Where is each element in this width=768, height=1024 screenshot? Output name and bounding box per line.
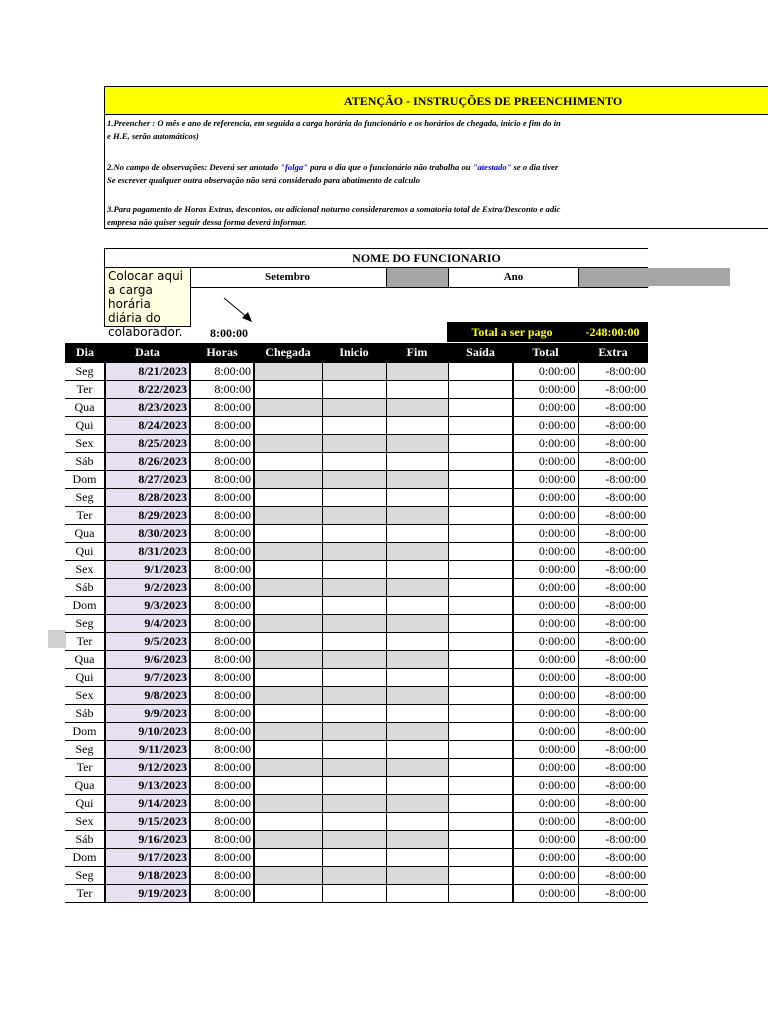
cell-extra: -8:00:00 xyxy=(578,705,648,723)
cell-extra: -8:00:00 xyxy=(578,381,648,399)
cell-total: 0:00:00 xyxy=(513,723,578,741)
cell-horas[interactable]: 8:00:00 xyxy=(190,471,254,489)
cell-extra: -8:00:00 xyxy=(578,435,648,453)
instruction-2-text-a: 2.No campo de observações: Deverá ser anotado xyxy=(107,162,281,172)
cell-horas[interactable]: 8:00:00 xyxy=(190,831,254,849)
cell-dia: Sáb xyxy=(65,453,105,471)
cell-dia: Sáb xyxy=(65,705,105,723)
cell-total: 0:00:00 xyxy=(513,849,578,867)
cell-total: 0:00:00 xyxy=(513,651,578,669)
cell-total: 0:00:00 xyxy=(513,435,578,453)
comment-tooltip: Colocar aqui a carga horária diária do colaborador. xyxy=(104,267,191,327)
cell-data[interactable]: 9/13/2023 xyxy=(105,777,190,795)
cell-total: 0:00:00 xyxy=(513,363,578,381)
cell-extra: -8:00:00 xyxy=(578,669,648,687)
cell-data[interactable]: 9/9/2023 xyxy=(105,705,190,723)
cell-data[interactable]: 8/25/2023 xyxy=(105,435,190,453)
cell-total: 0:00:00 xyxy=(513,669,578,687)
cell-data[interactable]: 9/14/2023 xyxy=(105,795,190,813)
cell-dia: Dom xyxy=(65,597,105,615)
cell-horas[interactable]: 8:00:00 xyxy=(190,597,254,615)
cell-data[interactable]: 8/22/2023 xyxy=(105,381,190,399)
cell-horas[interactable]: 8:00:00 xyxy=(190,579,254,597)
cell-data[interactable]: 9/8/2023 xyxy=(105,687,190,705)
cell-total: 0:00:00 xyxy=(513,831,578,849)
cell-data[interactable]: 9/19/2023 xyxy=(105,885,190,903)
cell-horas[interactable]: 8:00:00 xyxy=(190,561,254,579)
cell-total: 0:00:00 xyxy=(513,417,578,435)
atestado-keyword: "atestado" xyxy=(472,162,512,172)
cell-horas[interactable]: 8:00:00 xyxy=(190,381,254,399)
cell-horas[interactable]: 8:00:00 xyxy=(190,363,254,381)
cell-extra: -8:00:00 xyxy=(578,777,648,795)
cell-data[interactable]: 8/30/2023 xyxy=(105,525,190,543)
cell-extra: -8:00:00 xyxy=(578,741,648,759)
cell-dia: Ter xyxy=(65,381,105,399)
col-header-data: Data xyxy=(105,343,190,363)
cell-dia: Qua xyxy=(65,777,105,795)
cell-extra: -8:00:00 xyxy=(578,633,648,651)
cell-horas[interactable]: 8:00:00 xyxy=(190,795,254,813)
cell-extra: -8:00:00 xyxy=(578,525,648,543)
cell-horas[interactable]: 8:00:00 xyxy=(190,453,254,471)
cell-dia: Qui xyxy=(65,669,105,687)
cell-data[interactable]: 9/4/2023 xyxy=(105,615,190,633)
cell-data[interactable]: 9/18/2023 xyxy=(105,867,190,885)
cell-data[interactable]: 9/11/2023 xyxy=(105,741,190,759)
cell-extra: -8:00:00 xyxy=(578,363,648,381)
cell-extra: -8:00:00 xyxy=(578,885,648,903)
instructions-title: ATENÇÃO - INSTRUÇÕES DE PREENCHIMENTO xyxy=(105,87,768,115)
cell-total: 0:00:00 xyxy=(513,777,578,795)
cell-data[interactable]: 9/17/2023 xyxy=(105,849,190,867)
cell-horas[interactable]: 8:00:00 xyxy=(190,687,254,705)
cell-extra: -8:00:00 xyxy=(578,399,648,417)
cell-data[interactable]: 9/10/2023 xyxy=(105,723,190,741)
instruction-2-line-2: Se escrever qualquer outra observação não será considerado para abatimento de calculo xyxy=(107,174,420,185)
cell-total: 0:00:00 xyxy=(513,741,578,759)
cell-extra: -8:00:00 xyxy=(578,471,648,489)
cell-extra: -8:00:00 xyxy=(578,597,648,615)
cell-dia: Sex xyxy=(65,813,105,831)
cell-data[interactable]: 9/15/2023 xyxy=(105,813,190,831)
cell-dia: Sex xyxy=(65,435,105,453)
cell-data[interactable]: 9/16/2023 xyxy=(105,831,190,849)
col-header-inicio: Inicio xyxy=(322,343,386,363)
cell-horas[interactable]: 8:00:00 xyxy=(190,399,254,417)
cell-data[interactable]: 9/7/2023 xyxy=(105,669,190,687)
col-header-extra: Extra xyxy=(578,343,648,363)
cell-total: 0:00:00 xyxy=(513,687,578,705)
cell-horas[interactable]: 8:00:00 xyxy=(190,867,254,885)
cell-dia: Ter xyxy=(65,885,105,903)
cell-horas[interactable]: 8:00:00 xyxy=(190,615,254,633)
cell-extra: -8:00:00 xyxy=(578,759,648,777)
cell-horas[interactable]: 8:00:00 xyxy=(190,489,254,507)
cell-total: 0:00:00 xyxy=(513,399,578,417)
cell-dia: Sex xyxy=(65,561,105,579)
cell-horas[interactable]: 8:00:00 xyxy=(190,525,254,543)
cell-extra: -8:00:00 xyxy=(578,453,648,471)
cell-total: 0:00:00 xyxy=(513,759,578,777)
cell-dia: Qua xyxy=(65,651,105,669)
folga-keyword: "folga" xyxy=(280,162,308,172)
cell-data[interactable]: 9/2/2023 xyxy=(105,579,190,597)
cell-horas[interactable]: 8:00:00 xyxy=(190,849,254,867)
cell-data[interactable]: 8/24/2023 xyxy=(105,417,190,435)
cell-horas[interactable]: 8:00:00 xyxy=(190,633,254,651)
cell-extra: -8:00:00 xyxy=(578,687,648,705)
cell-data[interactable]: 8/28/2023 xyxy=(105,489,190,507)
cell-total: 0:00:00 xyxy=(513,813,578,831)
instruction-3-line-1: 3.Para pagamento de Horas Extras, descontos, ou adicional noturno consideraremos a somatoria total de Extra/Desconto e adic xyxy=(107,204,561,214)
cell-dia: Dom xyxy=(65,849,105,867)
cell-extra: -8:00:00 xyxy=(578,849,648,867)
cell-total: 0:00:00 xyxy=(513,597,578,615)
cell-extra: -8:00:00 xyxy=(578,723,648,741)
cell-total: 0:00:00 xyxy=(513,867,578,885)
cell-dia: Qua xyxy=(65,399,105,417)
cell-data[interactable]: 8/23/2023 xyxy=(105,399,190,417)
cell-extra: -8:00:00 xyxy=(578,615,648,633)
instruction-2-text-b: para o dia que o funcionário não trabalha ou xyxy=(307,162,473,172)
cell-total: 0:00:00 xyxy=(513,507,578,525)
instruction-1-line-2: e H.E, serão automáticos) xyxy=(107,130,199,141)
cell-horas[interactable]: 8:00:00 xyxy=(190,417,254,435)
cell-extra: -8:00:00 xyxy=(578,867,648,885)
cell-total: 0:00:00 xyxy=(513,471,578,489)
cell-dia: Dom xyxy=(65,471,105,489)
cell-dia: Seg xyxy=(65,363,105,381)
cell-total: 0:00:00 xyxy=(513,579,578,597)
cell-total: 0:00:00 xyxy=(513,453,578,471)
cell-extra: -8:00:00 xyxy=(578,507,648,525)
col-header-dia: Dia xyxy=(65,343,105,363)
col-header-total: Total xyxy=(513,343,578,363)
cell-total: 0:00:00 xyxy=(513,705,578,723)
cell-data[interactable]: 8/27/2023 xyxy=(105,471,190,489)
cell-total: 0:00:00 xyxy=(513,615,578,633)
cell-total: 0:00:00 xyxy=(513,381,578,399)
month-text: Setembro xyxy=(264,271,310,283)
cell-dia: Ter xyxy=(65,633,105,651)
cell-dia: Seg xyxy=(65,615,105,633)
cell-dia: Qui xyxy=(65,795,105,813)
daily-hours-input[interactable]: 8:00:00 xyxy=(210,326,248,340)
cell-dia: Qui xyxy=(65,417,105,435)
cell-total: 0:00:00 xyxy=(513,489,578,507)
cell-dia: Seg xyxy=(65,741,105,759)
cell-dia: Qui xyxy=(65,543,105,561)
cell-extra: -8:00:00 xyxy=(578,651,648,669)
cell-horas[interactable]: 8:00:00 xyxy=(190,777,254,795)
total-to-pay-label: Total a ser pago xyxy=(447,322,577,342)
cell-total: 0:00:00 xyxy=(513,885,578,903)
cell-horas[interactable]: 8:00:00 xyxy=(190,435,254,453)
cell-horas[interactable]: 8:00:00 xyxy=(190,651,254,669)
cell-extra: -8:00:00 xyxy=(578,543,648,561)
cell-extra: -8:00:00 xyxy=(578,417,648,435)
col-header-horas: Horas xyxy=(190,343,254,363)
cell-dia: Sáb xyxy=(65,831,105,849)
cell-total: 0:00:00 xyxy=(513,543,578,561)
col-header-fim: Fim xyxy=(386,343,448,363)
cell-dia: Qua xyxy=(65,525,105,543)
cell-data[interactable]: 9/6/2023 xyxy=(105,651,190,669)
cell-dia: Ter xyxy=(65,759,105,777)
cell-extra: -8:00:00 xyxy=(578,813,648,831)
cell-data[interactable]: 8/26/2023 xyxy=(105,453,190,471)
cell-horas[interactable]: 8:00:00 xyxy=(190,885,254,903)
cell-data[interactable]: 9/12/2023 xyxy=(105,759,190,777)
cell-data[interactable]: 9/3/2023 xyxy=(105,597,190,615)
cell-horas[interactable]: 8:00:00 xyxy=(190,543,254,561)
cell-horas[interactable]: 8:00:00 xyxy=(190,741,254,759)
cell-dia: Dom xyxy=(65,723,105,741)
cell-horas[interactable]: 8:00:00 xyxy=(190,705,254,723)
cell-data[interactable]: 8/21/2023 xyxy=(105,363,190,381)
year-label: Ano xyxy=(448,268,578,287)
cell-data[interactable]: 8/31/2023 xyxy=(105,543,190,561)
cell-data[interactable]: 8/29/2023 xyxy=(105,507,190,525)
cell-dia: Seg xyxy=(65,867,105,885)
cell-horas[interactable]: 8:00:00 xyxy=(190,669,254,687)
cell-dia: Seg xyxy=(65,489,105,507)
col-header-chegada: Chegada xyxy=(254,343,322,363)
cell-dia: Sex xyxy=(65,687,105,705)
employee-name-label[interactable]: NOME DO FUNCIONARIO xyxy=(105,249,648,268)
cell-dia: Ter xyxy=(65,507,105,525)
cell-horas[interactable]: 8:00:00 xyxy=(190,507,254,525)
cell-total: 0:00:00 xyxy=(513,633,578,651)
cell-horas[interactable]: 8:00:00 xyxy=(190,759,254,777)
cell-total: 0:00:00 xyxy=(513,561,578,579)
cell-extra: -8:00:00 xyxy=(578,831,648,849)
cell-extra: -8:00:00 xyxy=(578,795,648,813)
instruction-1-line-1: 1.Preencher : O mês e ano de referencia, em seguida a carga horária do funcionário e os horários de chegada, inicio e fim do in xyxy=(107,118,561,128)
cell-extra: -8:00:00 xyxy=(578,579,648,597)
total-to-pay-value: -248:00:00 xyxy=(577,322,648,342)
instruction-2-text-c: se o dia tiver xyxy=(511,162,559,172)
cell-data[interactable]: 9/1/2023 xyxy=(105,561,190,579)
cell-extra: -8:00:00 xyxy=(578,489,648,507)
cell-total: 0:00:00 xyxy=(513,525,578,543)
cell-horas[interactable]: 8:00:00 xyxy=(190,723,254,741)
cell-dia: Sáb xyxy=(65,579,105,597)
cell-horas[interactable]: 8:00:00 xyxy=(190,813,254,831)
col-header-saida: Saída xyxy=(448,343,513,363)
cell-total: 0:00:00 xyxy=(513,795,578,813)
cell-extra: -8:00:00 xyxy=(578,561,648,579)
cell-data[interactable]: 9/5/2023 xyxy=(105,633,190,651)
instruction-3-line-2: empresa não quiser seguir dessa forma deverá informar. xyxy=(107,216,307,227)
